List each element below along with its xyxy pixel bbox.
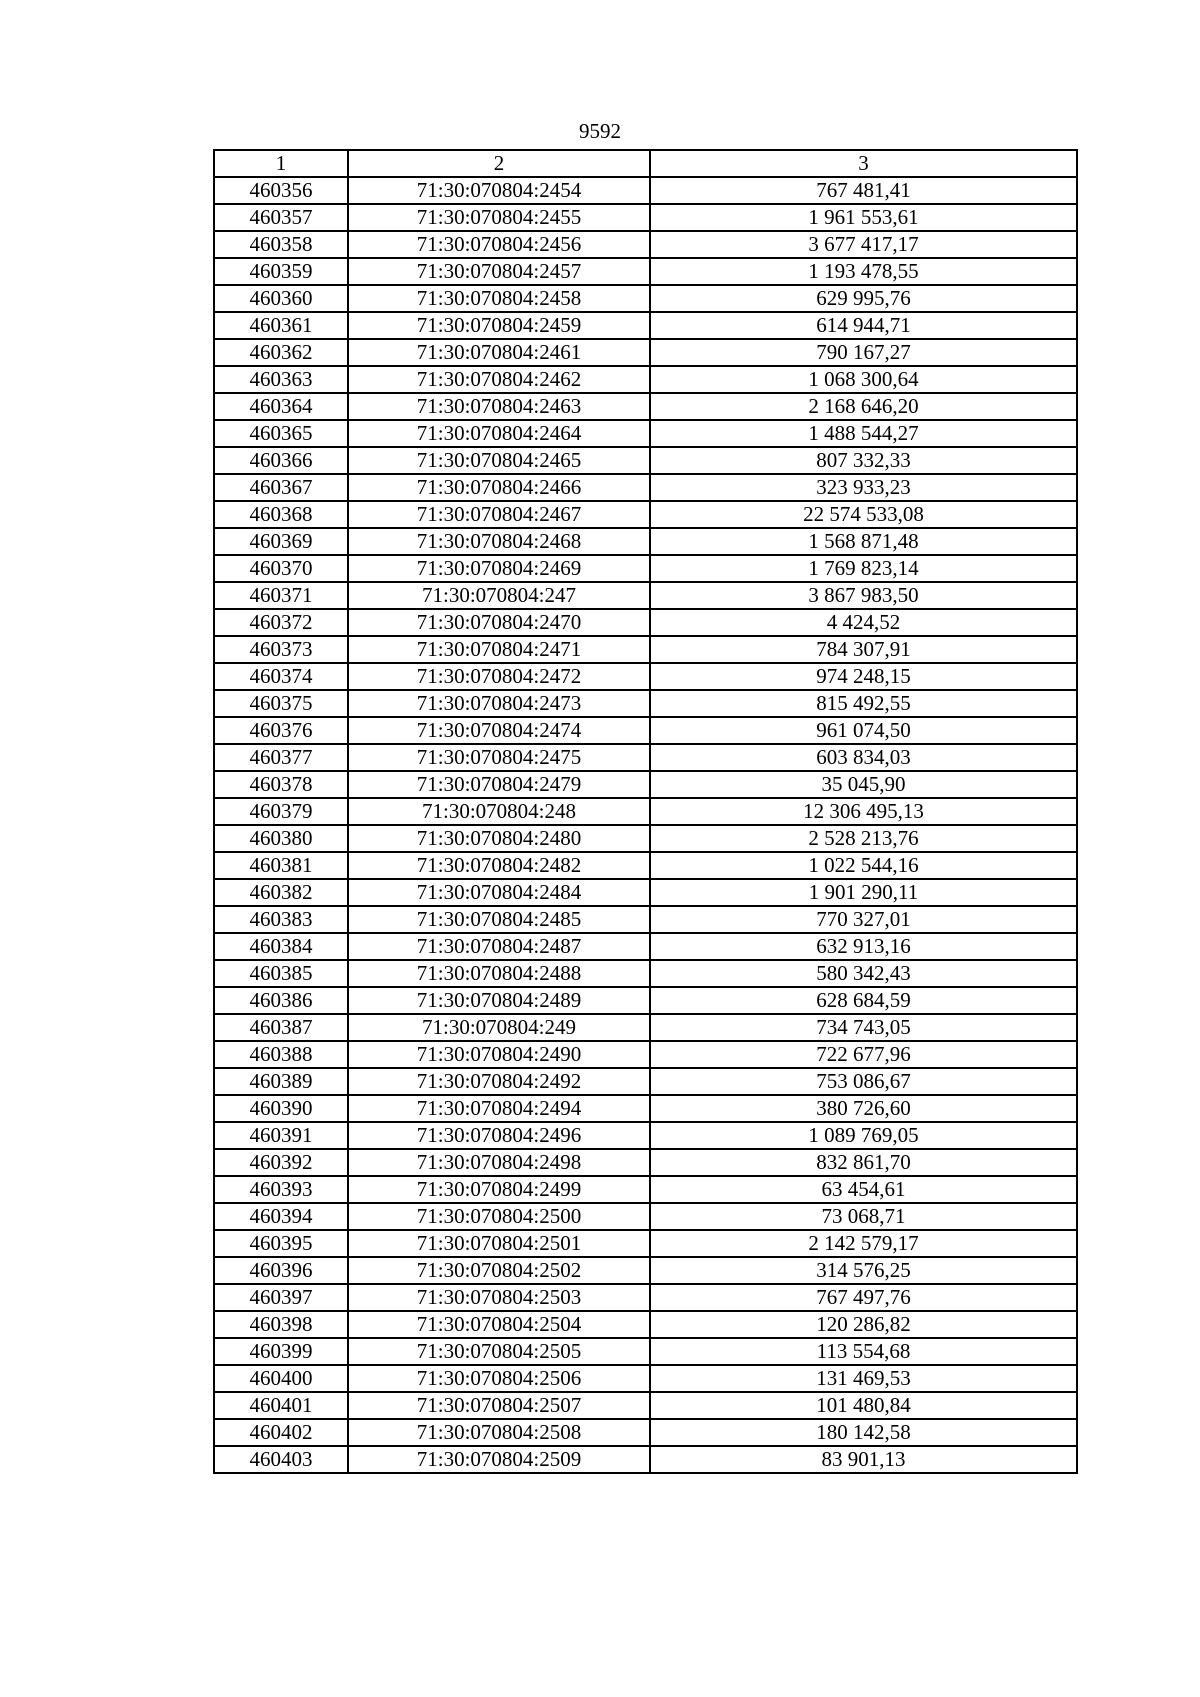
- row-number-cell: 460383: [214, 906, 348, 933]
- cadastral-value-cell: 2 142 579,17: [650, 1230, 1077, 1257]
- row-number-cell: 460395: [214, 1230, 348, 1257]
- cadastral-number-cell: 71:30:070804:248: [348, 798, 650, 825]
- table-row: [214, 1203, 1077, 1230]
- cadastral-value-cell: 12 306 495,13: [650, 798, 1077, 825]
- cadastral-number-cell: 71:30:070804:2471: [348, 636, 650, 663]
- table-row: [214, 852, 1077, 879]
- table-row: [214, 420, 1077, 447]
- cadastral-value-cell: 1 961 553,61: [650, 204, 1077, 231]
- cadastral-number-cell: 71:30:070804:2454: [348, 177, 650, 204]
- cadastral-value-cell: 1 769 823,14: [650, 555, 1077, 582]
- row-number-cell: 460388: [214, 1041, 348, 1068]
- cadastral-value-cell: 614 944,71: [650, 312, 1077, 339]
- cadastral-number-cell: 71:30:070804:2463: [348, 393, 650, 420]
- table-row: [214, 1176, 1077, 1203]
- row-number-cell: 460369: [214, 528, 348, 555]
- cadastral-value-cell: 22 574 533,08: [650, 501, 1077, 528]
- cadastral-value-cell: 753 086,67: [650, 1068, 1077, 1095]
- cadastral-value-cell: 580 342,43: [650, 960, 1077, 987]
- row-number-cell: 460367: [214, 474, 348, 501]
- cadastral-value-cell: 628 684,59: [650, 987, 1077, 1014]
- cadastral-value-table: [213, 149, 1078, 1474]
- cadastral-number-cell: 71:30:070804:247: [348, 582, 650, 609]
- row-number-cell: 460399: [214, 1338, 348, 1365]
- row-number-cell: 460389: [214, 1068, 348, 1095]
- table-row: [214, 258, 1077, 285]
- row-number-cell: 460361: [214, 312, 348, 339]
- cadastral-value-cell: 1 488 544,27: [650, 420, 1077, 447]
- cadastral-number-cell: 71:30:070804:2504: [348, 1311, 650, 1338]
- table-row: [214, 663, 1077, 690]
- cadastral-number-cell: 71:30:070804:2499: [348, 1176, 650, 1203]
- cadastral-number-cell: 71:30:070804:2479: [348, 771, 650, 798]
- cadastral-value-cell: 807 332,33: [650, 447, 1077, 474]
- cadastral-number-cell: 71:30:070804:2475: [348, 744, 650, 771]
- cadastral-number-cell: 71:30:070804:2502: [348, 1257, 650, 1284]
- table-row: [214, 1446, 1077, 1473]
- cadastral-value-cell: 1 901 290,11: [650, 879, 1077, 906]
- table-row: [214, 1149, 1077, 1176]
- table-row: [214, 528, 1077, 555]
- page-number: 9592: [579, 119, 621, 143]
- cadastral-number-cell: 71:30:070804:2488: [348, 960, 650, 987]
- cadastral-value-cell: 73 068,71: [650, 1203, 1077, 1230]
- table-row: [214, 798, 1077, 825]
- cadastral-value-cell: 815 492,55: [650, 690, 1077, 717]
- column-header-3: 3: [650, 150, 1077, 177]
- table-row: [214, 636, 1077, 663]
- table-row: [214, 1095, 1077, 1122]
- row-number-cell: 460373: [214, 636, 348, 663]
- table-row: [214, 339, 1077, 366]
- table-body: [214, 177, 1077, 1473]
- table-row: [214, 1041, 1077, 1068]
- row-number-cell: 460378: [214, 771, 348, 798]
- row-number-cell: 460362: [214, 339, 348, 366]
- cadastral-number-cell: 71:30:070804:2485: [348, 906, 650, 933]
- cadastral-number-cell: 71:30:070804:2474: [348, 717, 650, 744]
- table-row: [214, 1284, 1077, 1311]
- column-header-2: 2: [348, 150, 650, 177]
- cadastral-value-cell: 603 834,03: [650, 744, 1077, 771]
- row-number-cell: 460359: [214, 258, 348, 285]
- cadastral-number-cell: 71:30:070804:2494: [348, 1095, 650, 1122]
- table-header-row: [214, 150, 1077, 177]
- row-number-cell: 460381: [214, 852, 348, 879]
- cadastral-value-cell: 770 327,01: [650, 906, 1077, 933]
- row-number-cell: 460393: [214, 1176, 348, 1203]
- table-row: [214, 771, 1077, 798]
- table-row: [214, 582, 1077, 609]
- row-number-cell: 460401: [214, 1392, 348, 1419]
- row-number-cell: 460396: [214, 1257, 348, 1284]
- cadastral-value-cell: 1 193 478,55: [650, 258, 1077, 285]
- row-number-cell: 460363: [214, 366, 348, 393]
- cadastral-number-cell: 71:30:070804:2480: [348, 825, 650, 852]
- cadastral-value-cell: 974 248,15: [650, 663, 1077, 690]
- row-number-cell: 460400: [214, 1365, 348, 1392]
- cadastral-value-cell: 961 074,50: [650, 717, 1077, 744]
- cadastral-number-cell: 71:30:070804:2469: [348, 555, 650, 582]
- cadastral-value-cell: 3 867 983,50: [650, 582, 1077, 609]
- row-number-cell: 460386: [214, 987, 348, 1014]
- cadastral-value-cell: 101 480,84: [650, 1392, 1077, 1419]
- cadastral-number-cell: 71:30:070804:2489: [348, 987, 650, 1014]
- table-row: [214, 879, 1077, 906]
- cadastral-value-cell: 722 677,96: [650, 1041, 1077, 1068]
- cadastral-value-cell: 1 089 769,05: [650, 1122, 1077, 1149]
- cadastral-value-cell: 1 022 544,16: [650, 852, 1077, 879]
- table-row: [214, 447, 1077, 474]
- cadastral-value-cell: 784 307,91: [650, 636, 1077, 663]
- row-number-cell: 460370: [214, 555, 348, 582]
- cadastral-number-cell: 71:30:070804:2490: [348, 1041, 650, 1068]
- cadastral-number-cell: 71:30:070804:2458: [348, 285, 650, 312]
- cadastral-value-cell: 734 743,05: [650, 1014, 1077, 1041]
- table-row: [214, 177, 1077, 204]
- row-number-cell: 460360: [214, 285, 348, 312]
- row-number-cell: 460372: [214, 609, 348, 636]
- row-number-cell: 460403: [214, 1446, 348, 1473]
- cadastral-value-cell: 323 933,23: [650, 474, 1077, 501]
- row-number-cell: 460394: [214, 1203, 348, 1230]
- cadastral-number-cell: 71:30:070804:2482: [348, 852, 650, 879]
- cadastral-value-cell: 767 497,76: [650, 1284, 1077, 1311]
- cadastral-value-cell: 113 554,68: [650, 1338, 1077, 1365]
- cadastral-value-cell: 314 576,25: [650, 1257, 1077, 1284]
- cadastral-number-cell: 71:30:070804:2461: [348, 339, 650, 366]
- cadastral-value-cell: 1 568 871,48: [650, 528, 1077, 555]
- cadastral-number-cell: 71:30:070804:2509: [348, 1446, 650, 1473]
- row-number-cell: 460375: [214, 690, 348, 717]
- cadastral-number-cell: 71:30:070804:2508: [348, 1419, 650, 1446]
- cadastral-number-cell: 71:30:070804:2473: [348, 690, 650, 717]
- table-row: [214, 312, 1077, 339]
- row-number-cell: 460384: [214, 933, 348, 960]
- cadastral-value-cell: 3 677 417,17: [650, 231, 1077, 258]
- table-row: [214, 1122, 1077, 1149]
- row-number-cell: 460356: [214, 177, 348, 204]
- table-row: [214, 1338, 1077, 1365]
- cadastral-number-cell: 71:30:070804:2492: [348, 1068, 650, 1095]
- table-row: [214, 285, 1077, 312]
- table-row: [214, 1311, 1077, 1338]
- table-row: [214, 1392, 1077, 1419]
- cadastral-number-cell: 71:30:070804:2465: [348, 447, 650, 474]
- cadastral-number-cell: 71:30:070804:2487: [348, 933, 650, 960]
- column-header-1: 1: [214, 150, 348, 177]
- cadastral-value-cell: 767 481,41: [650, 177, 1077, 204]
- cadastral-value-cell: 790 167,27: [650, 339, 1077, 366]
- table-row: [214, 393, 1077, 420]
- cadastral-number-cell: 71:30:070804:2468: [348, 528, 650, 555]
- cadastral-number-cell: 71:30:070804:2507: [348, 1392, 650, 1419]
- cadastral-value-cell: 2 528 213,76: [650, 825, 1077, 852]
- cadastral-value-cell: 180 142,58: [650, 1419, 1077, 1446]
- cadastral-number-cell: 71:30:070804:2496: [348, 1122, 650, 1149]
- cadastral-value-cell: 120 286,82: [650, 1311, 1077, 1338]
- row-number-cell: 460387: [214, 1014, 348, 1041]
- table-row: [214, 690, 1077, 717]
- cadastral-number-cell: 71:30:070804:2462: [348, 366, 650, 393]
- cadastral-value-cell: 35 045,90: [650, 771, 1077, 798]
- cadastral-value-cell: 131 469,53: [650, 1365, 1077, 1392]
- cadastral-number-cell: 71:30:070804:2464: [348, 420, 650, 447]
- cadastral-number-cell: 71:30:070804:2505: [348, 1338, 650, 1365]
- row-number-cell: 460374: [214, 663, 348, 690]
- cadastral-number-cell: 71:30:070804:2459: [348, 312, 650, 339]
- cadastral-number-cell: 71:30:070804:2498: [348, 1149, 650, 1176]
- table-row: [214, 474, 1077, 501]
- table-row: [214, 1257, 1077, 1284]
- cadastral-value-cell: 632 913,16: [650, 933, 1077, 960]
- row-number-cell: 460366: [214, 447, 348, 474]
- cadastral-number-cell: 71:30:070804:2472: [348, 663, 650, 690]
- cadastral-value-cell: 2 168 646,20: [650, 393, 1077, 420]
- row-number-cell: 460377: [214, 744, 348, 771]
- row-number-cell: 460382: [214, 879, 348, 906]
- row-number-cell: 460357: [214, 204, 348, 231]
- row-number-cell: 460390: [214, 1095, 348, 1122]
- row-number-cell: 460364: [214, 393, 348, 420]
- cadastral-number-cell: 71:30:070804:2503: [348, 1284, 650, 1311]
- cadastral-number-cell: 71:30:070804:2470: [348, 609, 650, 636]
- row-number-cell: 460380: [214, 825, 348, 852]
- cadastral-number-cell: 71:30:070804:2456: [348, 231, 650, 258]
- table-row: [214, 231, 1077, 258]
- table-row: [214, 933, 1077, 960]
- table-row: [214, 717, 1077, 744]
- cadastral-value-cell: 380 726,60: [650, 1095, 1077, 1122]
- row-number-cell: 460379: [214, 798, 348, 825]
- row-number-cell: 460397: [214, 1284, 348, 1311]
- cadastral-number-cell: 71:30:070804:2467: [348, 501, 650, 528]
- row-number-cell: 460358: [214, 231, 348, 258]
- row-number-cell: 460368: [214, 501, 348, 528]
- table-row: [214, 906, 1077, 933]
- cadastral-value-cell: 1 068 300,64: [650, 366, 1077, 393]
- table-row: [214, 1230, 1077, 1257]
- row-number-cell: 460391: [214, 1122, 348, 1149]
- cadastral-value-cell: 63 454,61: [650, 1176, 1077, 1203]
- cadastral-number-cell: 71:30:070804:2457: [348, 258, 650, 285]
- row-number-cell: 460385: [214, 960, 348, 987]
- cadastral-number-cell: 71:30:070804:2500: [348, 1203, 650, 1230]
- table-row: [214, 366, 1077, 393]
- cadastral-number-cell: 71:30:070804:2501: [348, 1230, 650, 1257]
- table-row: [214, 501, 1077, 528]
- cadastral-number-cell: 71:30:070804:2466: [348, 474, 650, 501]
- table-row: [214, 960, 1077, 987]
- table-row: [214, 1419, 1077, 1446]
- cadastral-number-cell: 71:30:070804:2484: [348, 879, 650, 906]
- table-row: [214, 1365, 1077, 1392]
- table-row: [214, 1014, 1077, 1041]
- cadastral-value-cell: 4 424,52: [650, 609, 1077, 636]
- row-number-cell: 460392: [214, 1149, 348, 1176]
- table-row: [214, 987, 1077, 1014]
- table-row: [214, 825, 1077, 852]
- cadastral-number-cell: 71:30:070804:2455: [348, 204, 650, 231]
- table-row: [214, 1068, 1077, 1095]
- table-row: [214, 204, 1077, 231]
- cadastral-value-cell: 832 861,70: [650, 1149, 1077, 1176]
- row-number-cell: 460398: [214, 1311, 348, 1338]
- cadastral-number-cell: 71:30:070804:2506: [348, 1365, 650, 1392]
- row-number-cell: 460402: [214, 1419, 348, 1446]
- row-number-cell: 460365: [214, 420, 348, 447]
- table-row: [214, 609, 1077, 636]
- row-number-cell: 460371: [214, 582, 348, 609]
- cadastral-value-cell: 629 995,76: [650, 285, 1077, 312]
- table-row: [214, 744, 1077, 771]
- cadastral-value-cell: 83 901,13: [650, 1446, 1077, 1473]
- cadastral-number-cell: 71:30:070804:249: [348, 1014, 650, 1041]
- table-row: [214, 555, 1077, 582]
- row-number-cell: 460376: [214, 717, 348, 744]
